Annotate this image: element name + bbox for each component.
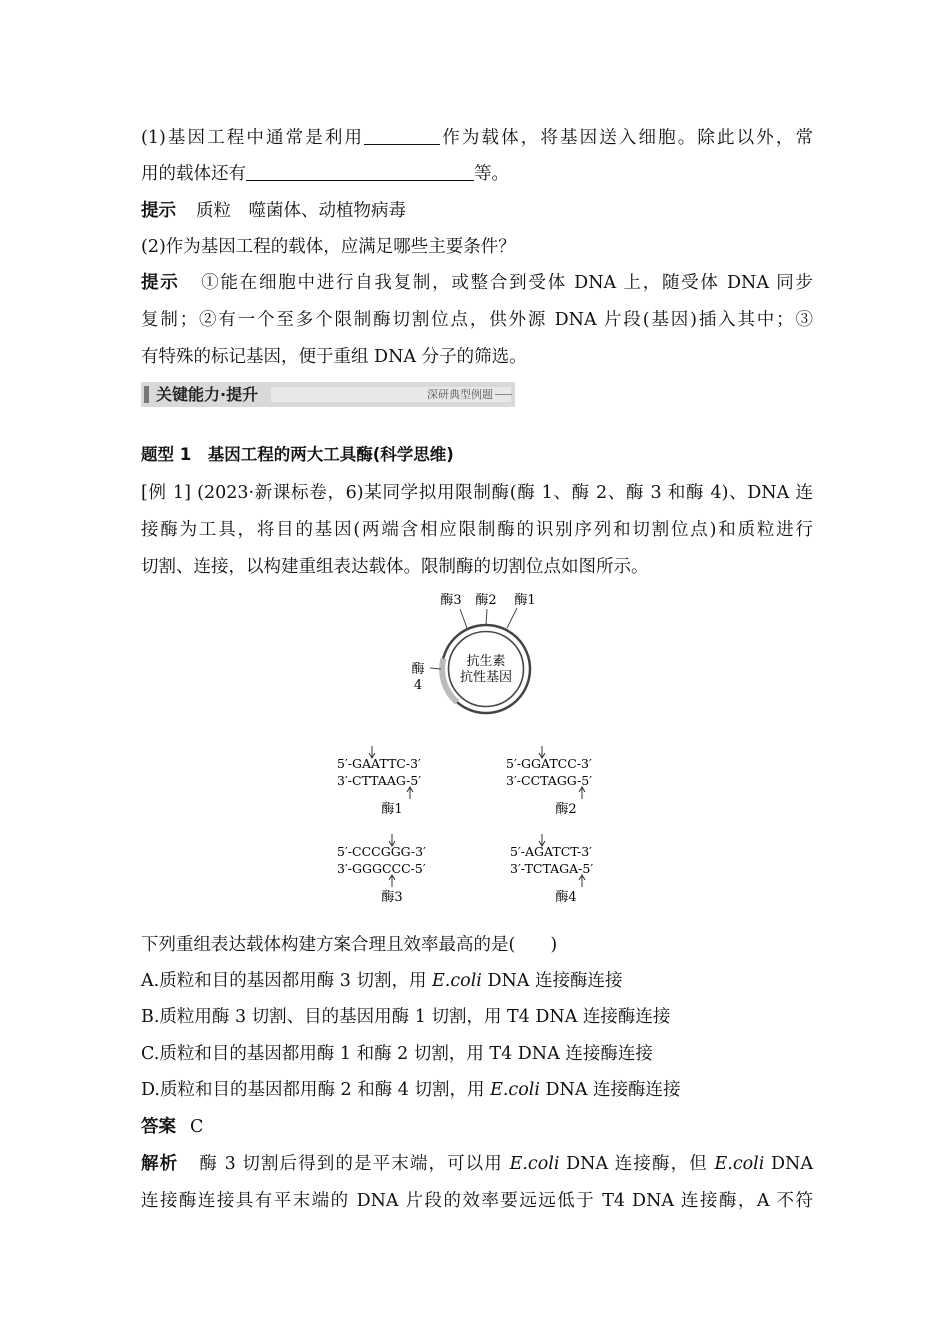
option-b: B.质粒用酶 3 切割、目的基因用酶 1 切割，用 T4 DNA 连接酶连接 xyxy=(141,1007,671,1027)
enzyme-3-bottom-strand: 3′-GGGCCC-5′ xyxy=(337,861,426,876)
example-line-2: 接酶为工具，将目的基因(两端含相应限制酶的识别序列和切割位点)和质粒进行 xyxy=(141,520,813,540)
enzyme-2-top-strand: 5′-GGATCC-3′ xyxy=(506,756,592,771)
hint-2-line-3: 有特殊的标记基因，便于重组 DNA 分子的筛选。 xyxy=(141,347,527,367)
answer-blank-1 xyxy=(364,126,440,145)
banner-title: 关键能力·提升 xyxy=(156,385,259,404)
answer xyxy=(141,1115,813,1139)
question-2: (2)作为基因工程的载体，应满足哪些主要条件？ xyxy=(141,237,516,257)
enzyme-3-top-strand: 5′-CCCGGG-3′ xyxy=(337,844,426,859)
enzyme-1-pointer xyxy=(507,608,517,628)
question-1-line-1: (1)基因工程中通常是利用 作为载体，将基因送入细胞。除此以外，常 xyxy=(141,128,814,148)
hint-2-line-1: 提示 ①能在细胞中进行自我复制，或整合到受体 DNA 上，随受体 DNA 同步 xyxy=(141,273,814,293)
hint-2-line-2: 复制；②有一个至多个限制酶切割位点，供外源 DNA 片段(基因)插入其中；③ xyxy=(141,310,813,330)
plasmid-label-enzyme-4: 酶 xyxy=(411,662,425,677)
option-a: A.质粒和目的基因都用酶 3 切割，用 E.coli DNA 连接酶连接 xyxy=(141,971,623,991)
enzyme-1-site xyxy=(337,746,421,817)
analysis-label: 解析 xyxy=(141,1154,179,1174)
analysis-line-2: 连接酶连接具有平末端的 DNA 片段的效率要远远低于 T4 DNA 连接酶，A 不符 xyxy=(141,1191,813,1211)
enzyme-3-label: 酶3 xyxy=(381,890,403,905)
enzyme-2-bottom-strand: 3′-CCTAGG-5′ xyxy=(506,773,593,788)
enzyme-2-site xyxy=(506,746,592,817)
question-stem: 下列重组表达载体构建方案合理且效率最高的是( ) xyxy=(141,935,558,955)
banner-bar xyxy=(144,386,149,403)
plasmid-label-enzyme-3: 酶3 xyxy=(440,593,462,608)
restriction-figure xyxy=(320,585,640,910)
plasmid-label-enzyme-4-number: 4 xyxy=(413,678,423,693)
answer-value: C xyxy=(190,1117,204,1137)
plasmid-inner-ring xyxy=(449,632,524,707)
enzyme-4-bottom-strand: 3′-TCTAGA-5′ xyxy=(510,861,594,876)
enzyme-4-top-strand: 5′-AGATCT-3′ xyxy=(510,844,593,859)
hint-label: 提示 xyxy=(141,273,180,293)
section-title: 题型 1 基因工程的两大工具酶(科学思维) xyxy=(141,445,454,464)
answer-blank-2 xyxy=(246,162,474,181)
answer-label: 答案 xyxy=(141,1117,176,1137)
section-banner xyxy=(141,382,515,407)
enzyme-2-label: 酶2 xyxy=(555,802,577,817)
plasmid-label-enzyme-1: 酶1 xyxy=(514,593,536,608)
hint-label: 提示 xyxy=(141,201,176,221)
enzyme-4-site xyxy=(510,834,593,905)
enzyme-4-label: 酶4 xyxy=(555,890,577,905)
gene-label-line-2: 抗性基因 xyxy=(459,670,513,685)
gene-label-line-1: 抗生素 xyxy=(466,654,506,669)
enzyme-1-label: 酶1 xyxy=(381,802,403,817)
plasmid-diagram xyxy=(411,593,535,713)
plasmid-label-enzyme-2: 酶2 xyxy=(475,593,497,608)
example-line-3: 切割、连接，以构建重组表达载体。限制酶的切割位点如图所示。 xyxy=(141,557,649,577)
analysis-line-1: 解析 酶 3 切割后得到的是平末端，可以用 E.coli DNA 连接酶，但 E.coli DNA xyxy=(141,1154,814,1174)
enzyme-1-bottom-strand: 3′-CTTAAG-5′ xyxy=(337,773,422,788)
enzyme-3-pointer xyxy=(460,609,467,628)
option-c: C.质粒和目的基因都用酶 1 和酶 2 切割，用 T4 DNA 连接酶连接 xyxy=(141,1044,653,1064)
enzyme-1-top-strand: 5′-GAATTC-3′ xyxy=(337,756,421,771)
enzyme-3-site xyxy=(337,834,426,905)
example-line-1: [例 1] (2023·新课标卷，6)某同学拟用限制酶(酶 1、酶 2、酶 3 和酶 4)、DNA 连 xyxy=(141,483,813,503)
question-1-line-2: 用的载体还有 等。 xyxy=(141,164,509,184)
option-d: D.质粒和目的基因都用酶 2 和酶 4 切割，用 E.coli DNA 连接酶连接 xyxy=(141,1080,681,1100)
banner-subtitle: 深研典型例题 xyxy=(427,388,493,401)
enzyme-2-pointer xyxy=(486,609,487,625)
hint-1: 提示 质粒 噬菌体、动植物病毒 xyxy=(141,201,406,221)
